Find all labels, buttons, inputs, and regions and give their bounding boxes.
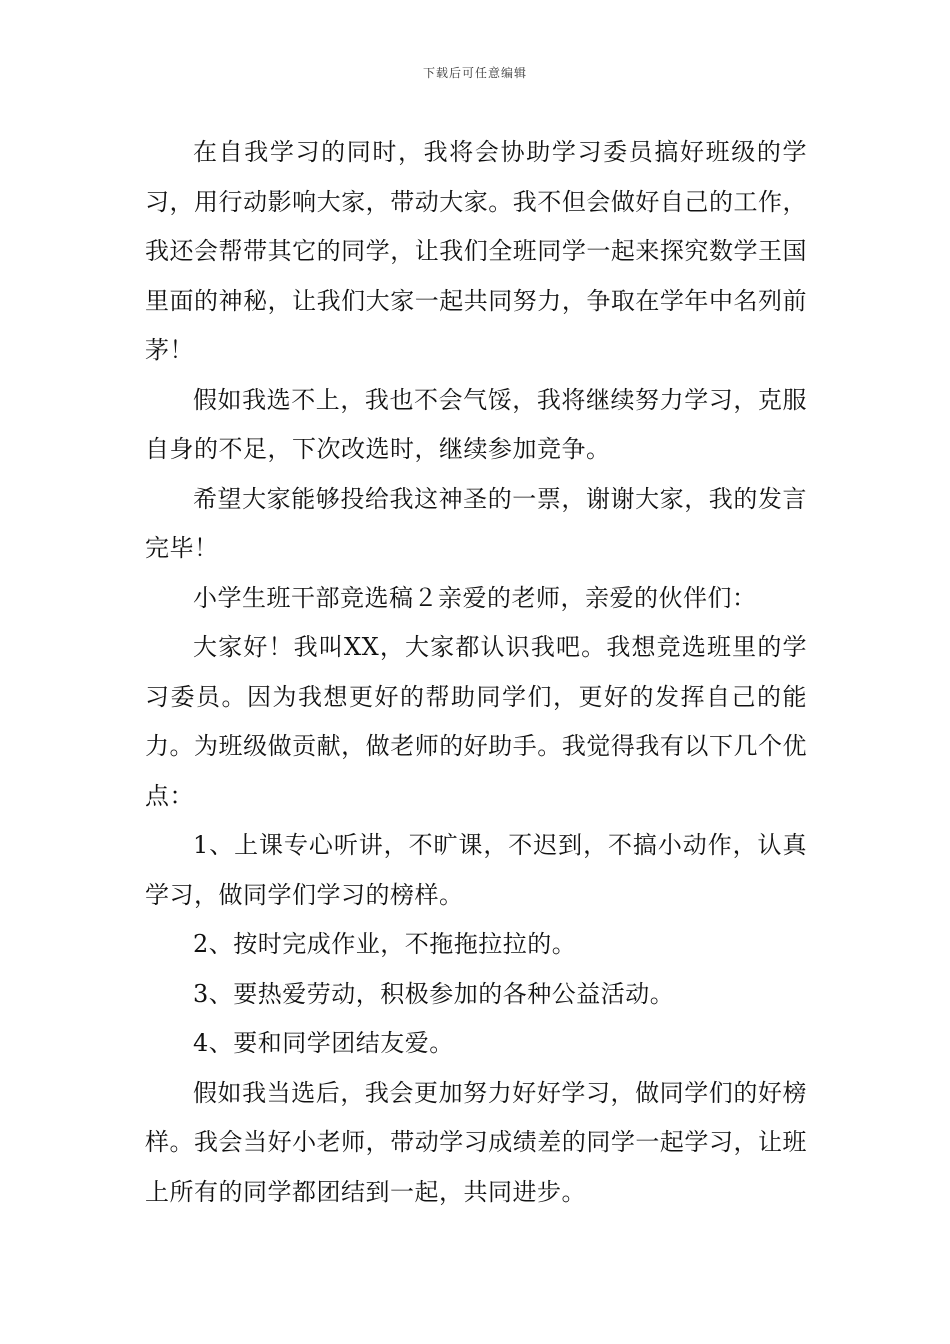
document-body <box>145 128 807 1217</box>
list-item-3: 3、要热爱劳动，积极参加的各种公益活动。 <box>193 979 675 1008</box>
paragraph-study-assist: 在自我学习的同时，我将会协助学习委员搞好班级的学习，用行动影响大家，带动大家。我不但会做好自己的工作，我还会帮带其它的同学，让我们全班同学一起来探究数学王国里面的神秘，让我们大家一起共同努力，争取在学年中名列前茅！ <box>145 138 807 364</box>
page-header-note: 下载后可任意编辑 <box>422 66 527 80</box>
paragraph-vote-request: 希望大家能够投给我这神圣的一票，谢谢大家，我的发言完毕！ <box>145 484 807 562</box>
paragraph-speech-2-title: 小学生班干部竞选稿２亲爱的老师，亲爱的伙伴们： <box>193 583 757 612</box>
paragraph-if-not-elected: 假如我选不上，我也不会气馁，我将继续努力学习，克服自身的不足，下次改选时，继续参加竞争。 <box>145 385 807 463</box>
paragraph-if-elected: 假如我当选后，我会更加努力好好学习，做同学们的好榜样。我会当好小老师，带动学习成绩差的同学一起学习，让班上所有的同学都团结到一起，共同进步。 <box>145 1078 807 1206</box>
paragraph-self-intro: 大家好！我叫XX，大家都认识我吧。我想竞选班里的学习委员。因为我想更好的帮助同学们，更好的发挥自己的能力。为班级做贡献，做老师的好助手。我觉得我有以下几个优点： <box>145 633 807 810</box>
list-item-4: 4、要和同学团结友爱。 <box>193 1029 454 1057</box>
list-item-1: 1、上课专心听讲，不旷课，不迟到，不搞小动作，认真学习，做同学们学习的榜样。 <box>145 831 807 909</box>
list-item-2: 2、按时完成作业，不拖拖拉拉的。 <box>193 930 577 958</box>
